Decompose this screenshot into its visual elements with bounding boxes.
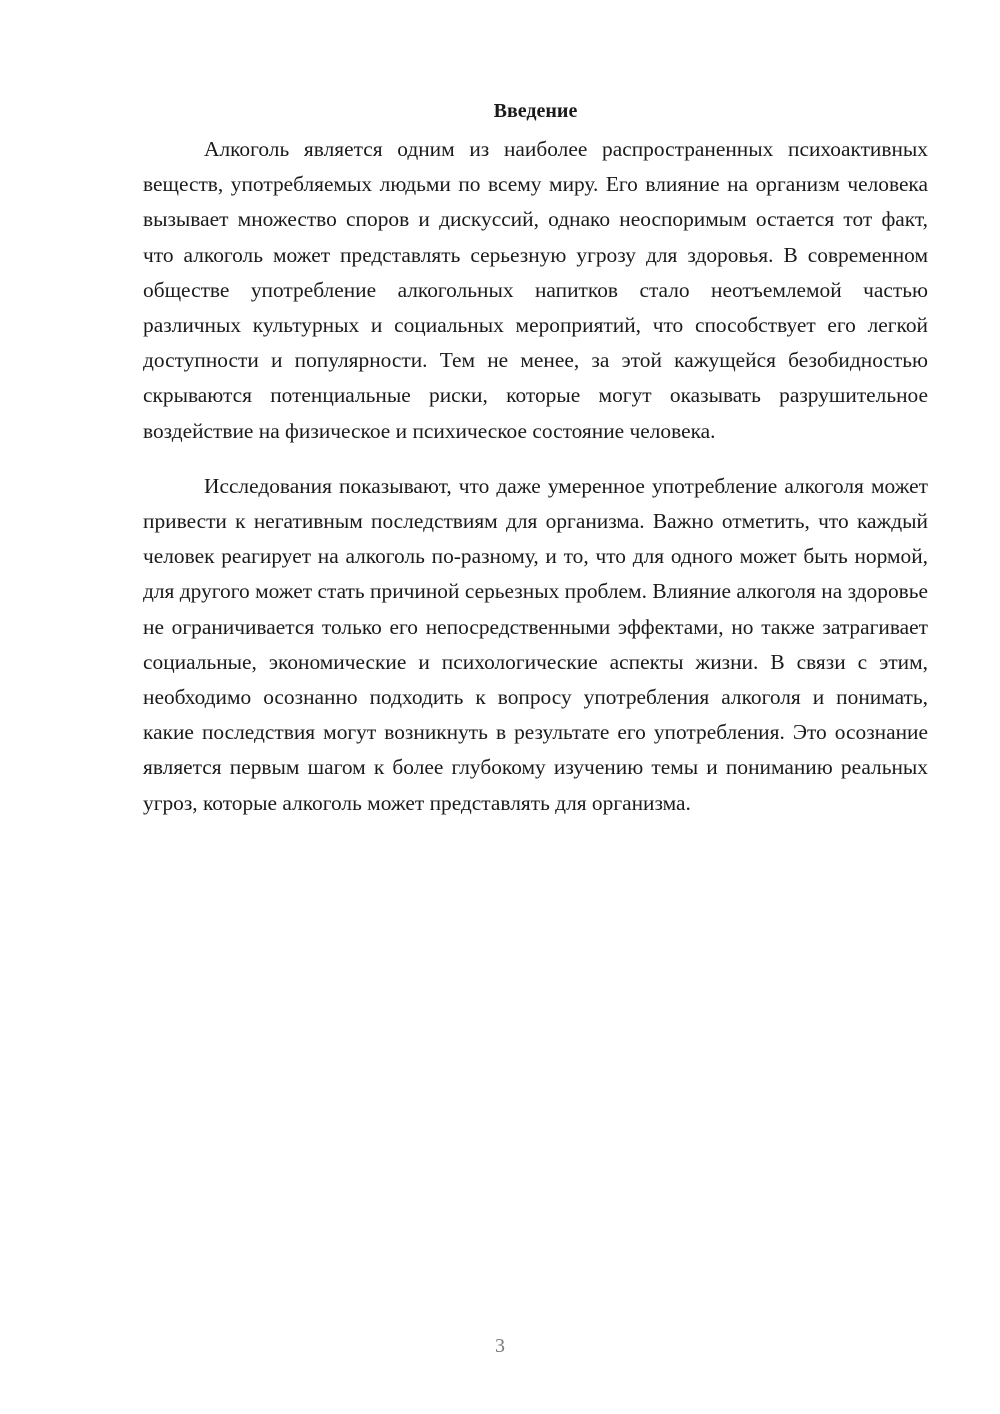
page-number: 3 bbox=[495, 1335, 505, 1357]
section-heading: Введение bbox=[493, 100, 578, 122]
paragraph-2: Исследования показывают, что даже умеренное употребление алкоголя может привести к негативным последствиям для организма. Важно отметить, что каждый человек реагирует на алкоголь по-разному, и то, что для одного может быть нормой, для другого может стать причиной серьезных проблем. Влияние алкоголя на здоровье не ограничивается только его непосредственными эффектами, но также затрагивает социальные, экономические и психологические аспекты жизни. В связи с этим, необходимо осознанно подходить к вопросу употребления алкоголя и понимать, какие последствия могут возникнуть в результате его употребления. Это осознание является первым шагом к более глубокому изучению темы и пониманию реальных угроз, которые алкоголь может представлять для организма. bbox=[143, 473, 928, 815]
paragraph-1: Алкоголь является одним из наиболее распространенных психоактивных веществ, употребляемых людьми по всему миру. Его влияние на организм человека вызывает множество споров и дискуссий, однако неоспоримым остается тот факт, что алкоголь может представлять серьезную угрозу для здоровья. В современном обществе употребление алкогольных напитков стало неотъемлемой частью различных культурных и социальных мероприятий, что способствует его легкой доступности и популярности. Тем не менее, за этой кажущейся безобидностью скрываются потенциальные риски, которые могут оказывать разрушительное воздействие на физическое и психическое состояние человека. bbox=[143, 137, 928, 443]
page-content bbox=[143, 96, 928, 821]
